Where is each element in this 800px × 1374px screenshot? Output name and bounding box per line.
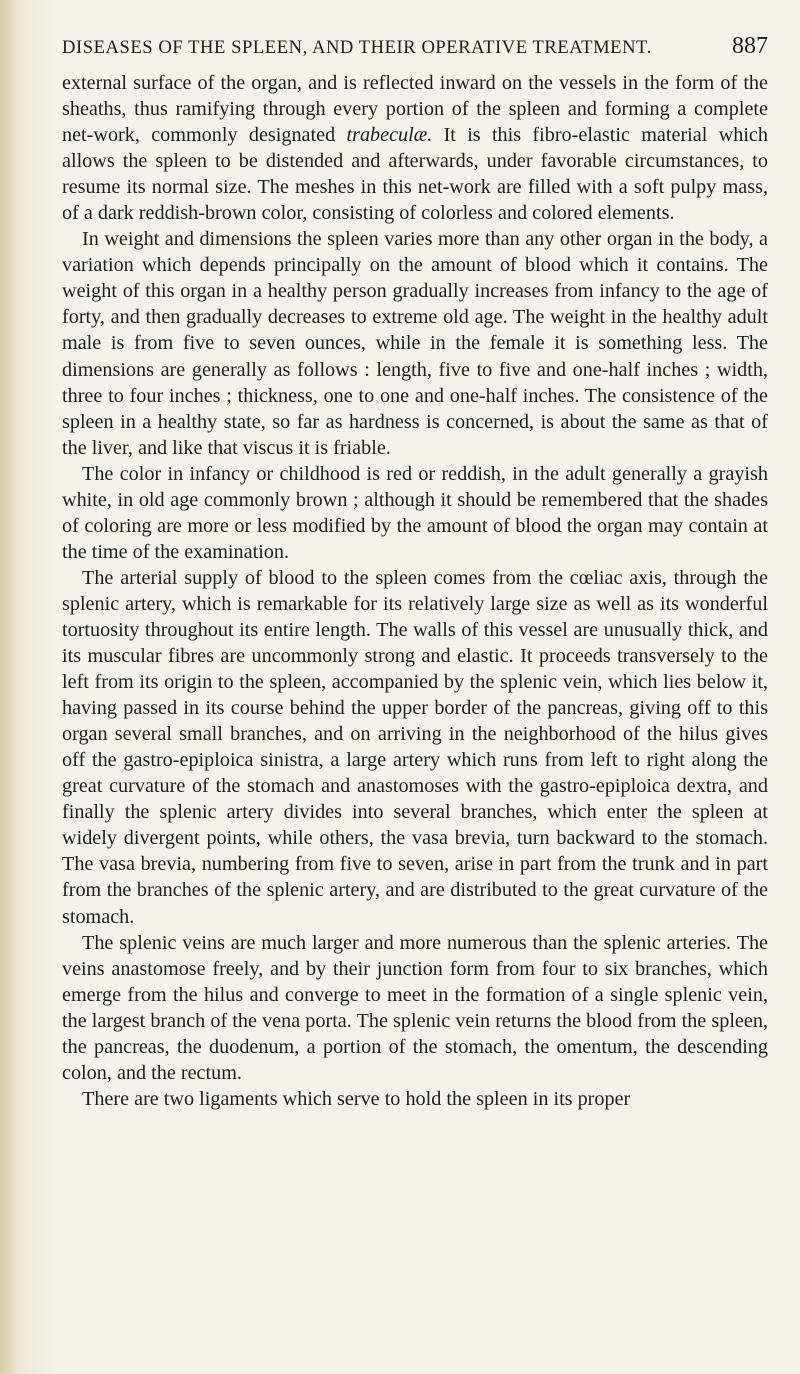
running-head-title: DISEASES OF THE SPLEEN, AND THEIR OPERATIVE TREATMENT. <box>62 37 652 58</box>
paragraph-text: It is this fibro-elastic material which allows the spleen to be distended and afterwards, under favorable circumstances, to resume its normal size. The meshes in this net-work are filled with a soft pulpy mass, of a dark reddish-brown color, consisting of colorless and colored elements. <box>62 124 768 225</box>
italic-term: trabeculæ. <box>346 124 433 147</box>
paragraph <box>62 70 768 226</box>
paragraph: The arterial supply of blood to the spleen comes from the cœliac axis, through the splenic artery, which is remarkable for its relatively large size as well as its wonderful tortuosity throughout its entire length. The walls of this vessel are unusually thick, and its muscular fibres are uncommonly strong and elastic. It proceeds transversely to the left from its origin to the spleen, accompanied by the splenic vein, which lies below it, having passed in its course behind the upper border of the pancreas, giving off to this organ several small branches, and on arriving in the neighborhood of the hilus gives off the gastro-epiploica sinistra, a large artery which runs from left to right along the great curvature of the stomach and anastomoses with the gastro-epiploica dextra, and finally the splenic artery divides into several branches, which enter the spleen at widely divergent points, while others, the vasa brevia, turn backward to the stomach. The vasa brevia, numbering from five to seven, arise in part from the trunk and in part from the branches of the splenic artery, and are distributed to the great curvature of the stomach. <box>62 566 768 928</box>
paragraph: The color in infancy or childhood is red or reddish, in the adult generally a grayish white, in old age commonly brown ; although it should be remembered that the shades of coloring are more or less modified by the amount of blood the organ may contain at the time of the examination. <box>62 462 768 563</box>
paragraph-text: external surface of the organ, and is reflected inward on the vessels in the form of the sheaths, thus ramifying through every portion of the spleen and forming a complete net-work, commonly designated <box>62 72 768 147</box>
body-text <box>62 70 768 1112</box>
binding-shadow <box>0 0 16 1374</box>
paragraph: The splenic veins are much larger and more numerous than the splenic arteries. The veins anastomose freely, and by their junction form from four to six branches, which emerge from the hilus and converge to meet in the formation of a single splenic vein, the largest branch of the vena porta. The splenic vein returns the blood from the spleen, the pancreas, the duodenum, a portion of the stomach, the omentum, the descending colon, and the rectum. <box>62 931 768 1084</box>
running-head <box>62 33 768 63</box>
paragraph: There are two ligaments which serve to hold the spleen in its proper <box>82 1087 631 1110</box>
page-number: 887 <box>732 33 768 59</box>
paragraph: In weight and dimensions the spleen varies more than any other organ in the body, a variation which depends principally on the amount of blood which it contains. The weight of this organ in a healthy person gradually increases from infancy to the age of forty, and then gradually decreases to extreme old age. The weight in the healthy adult male is from five to seven ounces, while in the female it is something less. The dimensions are generally as follows : length, five to five and one-half inches ; width, three to four inches ; thickness, one to one and one-half inches. The consistence of the spleen in a healthy state, so far as hardness is concerned, is about the same as that of the liver, and like that viscus it is friable. <box>62 228 768 459</box>
